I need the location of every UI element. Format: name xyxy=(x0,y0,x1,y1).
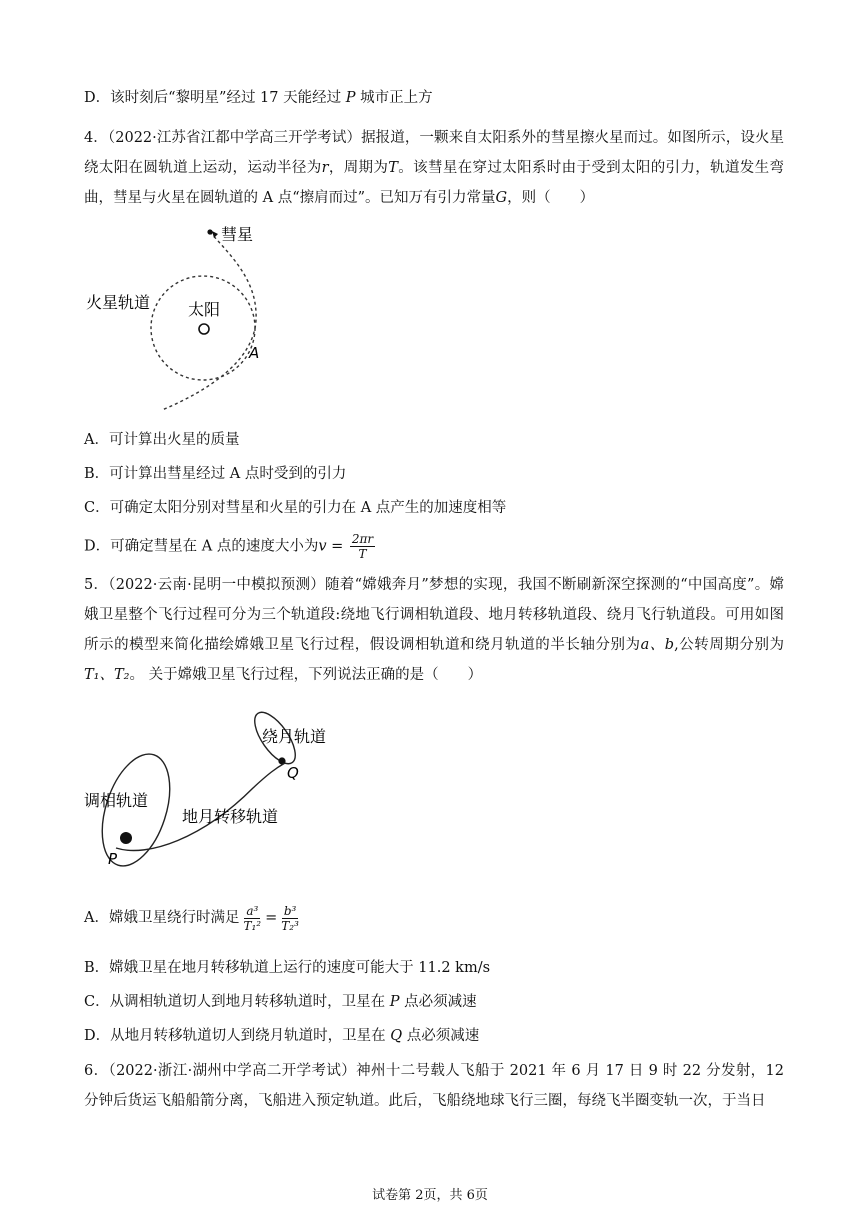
transfer-orbit-label: 地月转移轨道 xyxy=(182,807,279,826)
q5-source: （2022·云南·昆明一中模拟预测） xyxy=(108,577,326,593)
q4-stem: 4．（2022·江苏省江都中学高三开学考试）据报道，一颗来自太阳系外的彗星擦火星而过。如图所示，设火星绕太阳在圆轨道上运动，运动半径为r，周期为T。该彗星在穿过太阳系时由于受到太阳的引力，轨道发生弯曲，彗星与火星在圆轨道的 A 点“擦肩而过”。已知万有引力常量G，则（ ） xyxy=(84,130,785,206)
comet-label: 彗星 xyxy=(221,225,254,244)
q5-option-b: B．嫦娥卫星在地月转移轨道上运行的速度可能大于 11.2 km/s xyxy=(84,960,491,976)
q4-option-a: A．可计算出火星的质量 xyxy=(84,432,240,448)
phase-orbit-label: 调相轨道 xyxy=(84,791,149,810)
q6-stem: 6．（2022·浙江·湖州中学高二开学考试）神州十二号载人飞船于 2021 年 6 月 17 日 9 时 22 分发射，12 分钟后货运飞船船箭分离，飞船进入预定轨道。此后，飞船绕地球飞行三圈，每绕飞半圈变轨一次，于当日 xyxy=(84,1063,784,1109)
q6-number: 6． xyxy=(84,1063,109,1079)
q5-option-d: D．从地月转移轨道切人到绕月轨道时，卫星在 Q 点必须减速 xyxy=(84,1028,480,1044)
q4-option-d-fraction: $\frac{2\pi r}{T}$ xyxy=(351,532,374,561)
comet-arrow-icon xyxy=(212,231,218,238)
sun-icon xyxy=(199,324,209,334)
comet-icon xyxy=(207,229,212,234)
comet-trajectory xyxy=(162,232,256,410)
earth-icon xyxy=(120,832,132,844)
q4-option-c: C．可确定太阳分别对彗星和火星的引力在 A 点产生的加速度相等 xyxy=(84,500,507,516)
q5-option-a: A．嫦娥卫星绕行时满足 $\frac{\text{a³}}{\text{T₁²}}$ = $\frac{\text{b³}}{\text{T₂³}}$ xyxy=(84,903,299,933)
q4-option-d: D．可确定彗星在 A 点的速度大小为v = $\frac{2\pi r}{T}$ xyxy=(84,532,374,561)
q4-number: 4． xyxy=(84,130,108,146)
q4-source: （2022·江苏省江都中学高三开学考试） xyxy=(107,130,362,146)
q5-number: 5． xyxy=(84,577,109,593)
point-a-label: A xyxy=(249,344,260,362)
q-label: Q xyxy=(287,764,299,782)
moon-orbit-label: 绕月轨道 xyxy=(262,727,327,746)
q5-stem: 5．（2022·云南·昆明一中模拟预测）随着“嫦娥奔月”梦想的实现，我国不断刷新深空探测的“中国高度”。嫦娥卫星整个飞行过程可分为三个轨道段:绕地飞行调相轨道段、地月转移轨道段、绕月飞行轨道段。可用如图所示的模型来简化描绘嫦娥卫星飞行过程，假设调相轨道和绕月轨道的半长轴分别为a、b,公转周期分别为T₁、T₂。 关于嫦娥卫星飞行过程，下列说法正确的是（ ） xyxy=(84,577,784,683)
q3-option-d: D．该时刻后“黎明星”经过 17 天能经过 P 城市正上方 xyxy=(84,90,433,106)
page-footer: 试卷第 2页，共 6页 xyxy=(372,1188,488,1203)
q4-figure xyxy=(80,220,290,415)
q5-figure xyxy=(78,708,328,868)
p-label: P xyxy=(108,850,118,868)
q4-option-b: B．可计算出彗星经过 A 点时受到的引力 xyxy=(84,466,347,482)
mars-orbit-label: 火星轨道 xyxy=(86,293,151,312)
sun-label: 太阳 xyxy=(188,300,221,319)
q5-option-c: C．从调相轨道切人到地月转移轨道时，卫星在 P 点必须减速 xyxy=(84,994,477,1010)
q6-source: （2022·浙江·湖州中学高二开学考试） xyxy=(108,1063,357,1079)
